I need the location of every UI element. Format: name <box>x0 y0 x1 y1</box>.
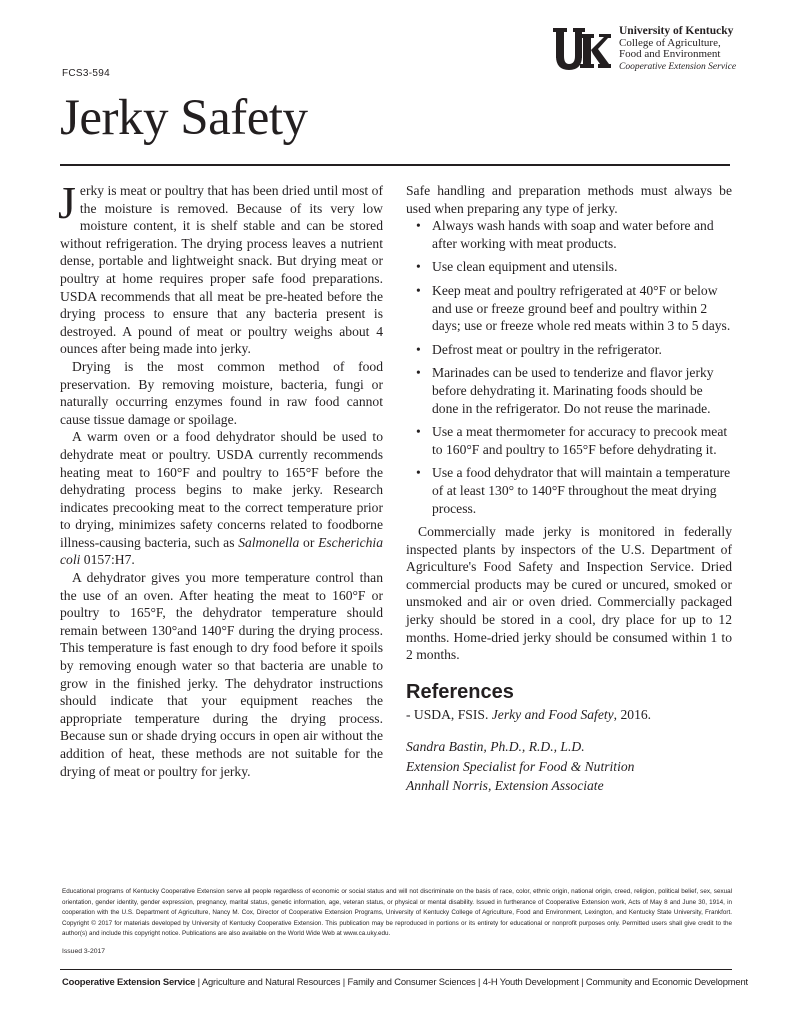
handling-intro: Safe handling and preparation methods must always be used when preparing any type of jerky. <box>406 183 732 216</box>
list-item-text: Use clean equipment and utensils. <box>432 259 618 275</box>
dehydrator-paragraph: A dehydrator gives you more temperature control than the use of an oven. After heating the meat to 160°F or poultry to 165°F, the dehydrator temperature should remain between 130°and 140°F during the drying process. This temperature is fast enough to dry food before it spoils by removing enough water so that bacteria are unable to grow in the finished jerky. The dehydrator instructions should indicate that your equipment reaches the appropriate temperature during the drying process. Because sun or shade drying occurs in open air without the addition of heat, these methods are not suitable for the drying of meat or poultry for jerky. <box>60 570 383 779</box>
right-column <box>406 182 732 796</box>
reference-entry <box>406 706 732 724</box>
list-item <box>406 258 732 276</box>
list-item <box>406 423 732 458</box>
document-code: FCS3-594 <box>62 68 110 79</box>
author-title: Extension Specialist for Food & Nutrition <box>406 758 635 774</box>
author-name: Sandra Bastin, Ph.D., R.D., L.D. <box>406 739 585 755</box>
salmonella-term: Salmonella <box>238 534 300 550</box>
list-item <box>406 282 732 335</box>
college-line-1: College of Agriculture, <box>619 36 721 49</box>
reference-source: - USDA, FSIS. <box>406 706 492 722</box>
drying-paragraph: Drying is the most common method of food preservation. By removing moisture, bacteria, fungi or naturally occurring enzymes found in raw food cannot cause tissue damage or spoilage. <box>60 358 383 427</box>
reference-title: Jerky and Food Safety <box>491 706 614 722</box>
list-item <box>406 464 732 517</box>
footer-programs <box>62 976 749 987</box>
list-item-text: Marinades can be used to tenderize and flavor jerky before dehydrating it. Marinating foods should be done in the refrigerator. Do not reuse the marinade. <box>432 365 714 416</box>
uk-logo <box>552 26 777 78</box>
left-column <box>58 177 383 780</box>
oven-paragraph-text: A warm oven or a food dehydrator should be used to dehydrate meat or poultry. USDA currently recommends heating meat to 160°F and poultry to 165°F before the dehydrating process begins to make jerky. Research indicates precooking meat to the correct temperature prior to drying, minimizes safety concerns related to foodborne illness-causing bacteria, such as <box>60 429 383 550</box>
bullet-icon: • <box>416 365 421 381</box>
extension-service-name: Cooperative Extension Service <box>619 61 737 72</box>
bullet-icon: • <box>416 424 421 440</box>
university-name: University of Kentucky <box>619 25 734 37</box>
list-item <box>406 341 732 359</box>
footer-service: Cooperative Extension Service <box>62 976 196 987</box>
bullet-icon: • <box>416 218 421 234</box>
list-item-text: Use a food dehydrator that will maintain a temperature of at least 130° to 140°F throughout the meat drying process. <box>432 465 731 516</box>
uk-monogram-icon <box>552 26 612 74</box>
list-item-text: Use a meat thermometer for accuracy to precook meat to 160°F and poultry to 165°F before dehydrating it. <box>432 424 728 457</box>
list-item <box>406 217 732 252</box>
oven-paragraph <box>60 428 383 569</box>
list-item-text: Defrost meat or poultry in the refrigerator. <box>432 341 662 357</box>
footer-program-list: | Agriculture and Natural Resources | Family and Consumer Sciences | 4-H Youth Development | Community and Economic Development <box>195 976 749 987</box>
list-item-text: Always wash hands with soap and water before and after working with meat products. <box>432 218 714 251</box>
page-title: Jerky Safety <box>60 90 308 146</box>
intro-paragraph-text: erky is meat or poultry that has been dried until most of the moisture is removed. Because of its very low moisture content, it is shelf stable and can be stored without refrigeration. The drying process leaves a nutrient dense, portable and lightweight snack. But drying meat or poultry at home requires proper safe food preparations. USDA recommends that all meat be pre-heated before the drying process to ensure that any bacteria present is destroyed. A pound of meat or poultry weighs about 4 ounces after being made into jerky. <box>60 183 383 357</box>
safety-tips-list <box>406 217 732 517</box>
commercial-paragraph: Commercially made jerky is monitored in federally inspected plants by inspectors of the U.S. Department of Agriculture's Food Safety and Inspection Service. Dried commercial products may be cured or uncured, smoked or unsmoked and air or oven dried. Commercially packaged jerky should be stored in a cool, dry place for up to 12 months. Home-dried jerky should be consumed within 1 to 2 months. <box>406 524 732 663</box>
intro-paragraph <box>58 177 383 358</box>
author-block <box>406 737 732 796</box>
list-item <box>406 364 732 417</box>
bullet-icon: • <box>416 465 421 481</box>
conjunction: or <box>299 534 319 550</box>
issue-date: Issued 3-2017 <box>62 948 106 955</box>
references-heading: References <box>406 680 514 703</box>
list-item-text: Keep meat and poultry refrigerated at 40°F or below and use or freeze ground beef and poultry within 2 days; use or freeze whole red meats within 3 to 5 days. <box>432 282 731 334</box>
ecoli-term: Escherichia coli <box>60 534 383 568</box>
uk-logo-mark <box>552 26 612 74</box>
college-line-2: Food and Environment <box>619 48 721 60</box>
nondiscrimination-statement: Educational programs of Kentucky Cooperative Extension serve all people regardless of economic or social status and will not discriminate on the basis of race, color, ethnic origin, national origin, creed, religion, political belief, sex, sexual orientation, gender identity, gender expression, pregnancy, marital status, genetic information, age, veteran status, or physical or mental disability. Issued in furtherance of Cooperative Extension work, Acts of May 8 and June 30, 1914, in cooperation with the U.S. Department of Agriculture, Nancy M. Cox, Director of Cooperative Extension Programs, University of Kentucky College of Agriculture, Food and Environment, Lexington, and Kentucky State University, Frankfort. Copyright © 2017 for materials developed by University of Kentucky Cooperative Extension. This publication may be reproduced in portions or its entirety for educational or nonprofit purposes only. Permitted users shall give credit to the author(s) and include this copyright notice. Publications are also available on the World Wide Web at www.ca.uky.edu. <box>62 888 732 937</box>
coauthor-name: Annhall Norris, Extension Associate <box>406 778 604 794</box>
strain-code: 0157:H7. <box>80 552 135 568</box>
title-divider <box>60 164 730 166</box>
uk-logo-text <box>619 26 736 73</box>
drop-cap: J <box>58 177 76 228</box>
bullet-icon: • <box>416 341 421 357</box>
bullet-icon: • <box>416 259 421 275</box>
bullet-icon: • <box>416 282 421 298</box>
reference-year: , 2016. <box>613 706 652 722</box>
footer-divider <box>60 969 732 970</box>
